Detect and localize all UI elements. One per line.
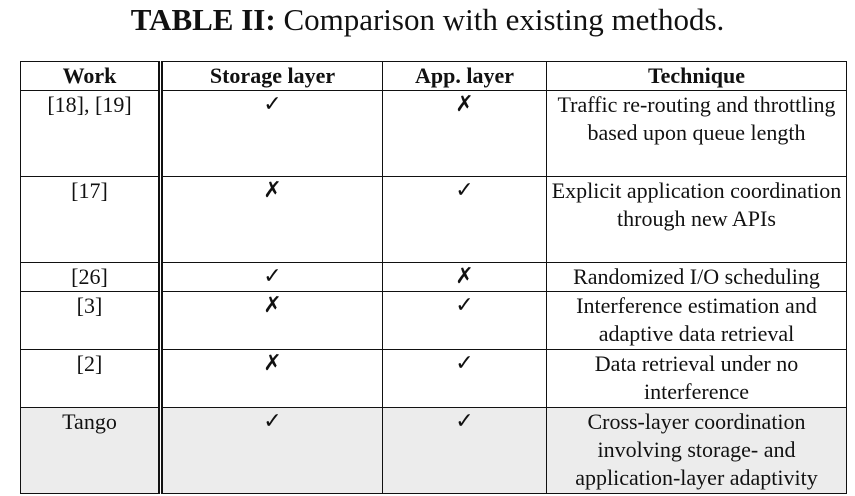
table-row <box>21 263 847 292</box>
storage-layer-mark: ✗ <box>161 292 383 350</box>
storage-layer-mark: ✓ <box>161 408 383 494</box>
work-cell: [3] <box>21 292 161 350</box>
app-layer-mark: ✓ <box>383 292 547 350</box>
work-cell: [26] <box>21 263 161 292</box>
work-cell: [18], [19] <box>21 91 161 177</box>
table-row <box>21 350 847 408</box>
table-caption <box>0 2 855 38</box>
caption-label: TABLE II: <box>130 2 276 37</box>
header-work: Work <box>21 62 161 91</box>
storage-layer-mark: ✗ <box>161 177 383 263</box>
technique-cell: Randomized I/O scheduling <box>547 263 847 292</box>
table-row <box>21 177 847 263</box>
app-layer-mark: ✗ <box>383 91 547 177</box>
technique-cell: Traffic re-routing and throttling based upon queue length <box>547 91 847 177</box>
work-cell: [2] <box>21 350 161 408</box>
header-row <box>21 62 847 91</box>
technique-cell: Interference estimation and adaptive data retrieval <box>547 292 847 350</box>
technique-cell: Cross-layer coordination involving storage- and application-layer adaptivity <box>547 408 847 494</box>
header-storage-layer: Storage layer <box>161 62 383 91</box>
storage-layer-mark: ✓ <box>161 263 383 292</box>
work-cell: Tango <box>21 408 161 494</box>
table-row <box>21 292 847 350</box>
header-technique: Technique <box>547 62 847 91</box>
storage-layer-mark: ✓ <box>161 91 383 177</box>
app-layer-mark: ✓ <box>383 408 547 494</box>
table-row <box>21 91 847 177</box>
table-row-highlighted <box>21 408 847 494</box>
caption-text: Comparison with existing methods. <box>275 2 725 37</box>
technique-cell: Explicit application coordination through new APIs <box>547 177 847 263</box>
technique-cell: Data retrieval under no interference <box>547 350 847 408</box>
header-app-layer: App. layer <box>383 62 547 91</box>
app-layer-mark: ✓ <box>383 350 547 408</box>
comparison-table <box>20 61 847 494</box>
app-layer-mark: ✗ <box>383 263 547 292</box>
storage-layer-mark: ✗ <box>161 350 383 408</box>
work-cell: [17] <box>21 177 161 263</box>
app-layer-mark: ✓ <box>383 177 547 263</box>
